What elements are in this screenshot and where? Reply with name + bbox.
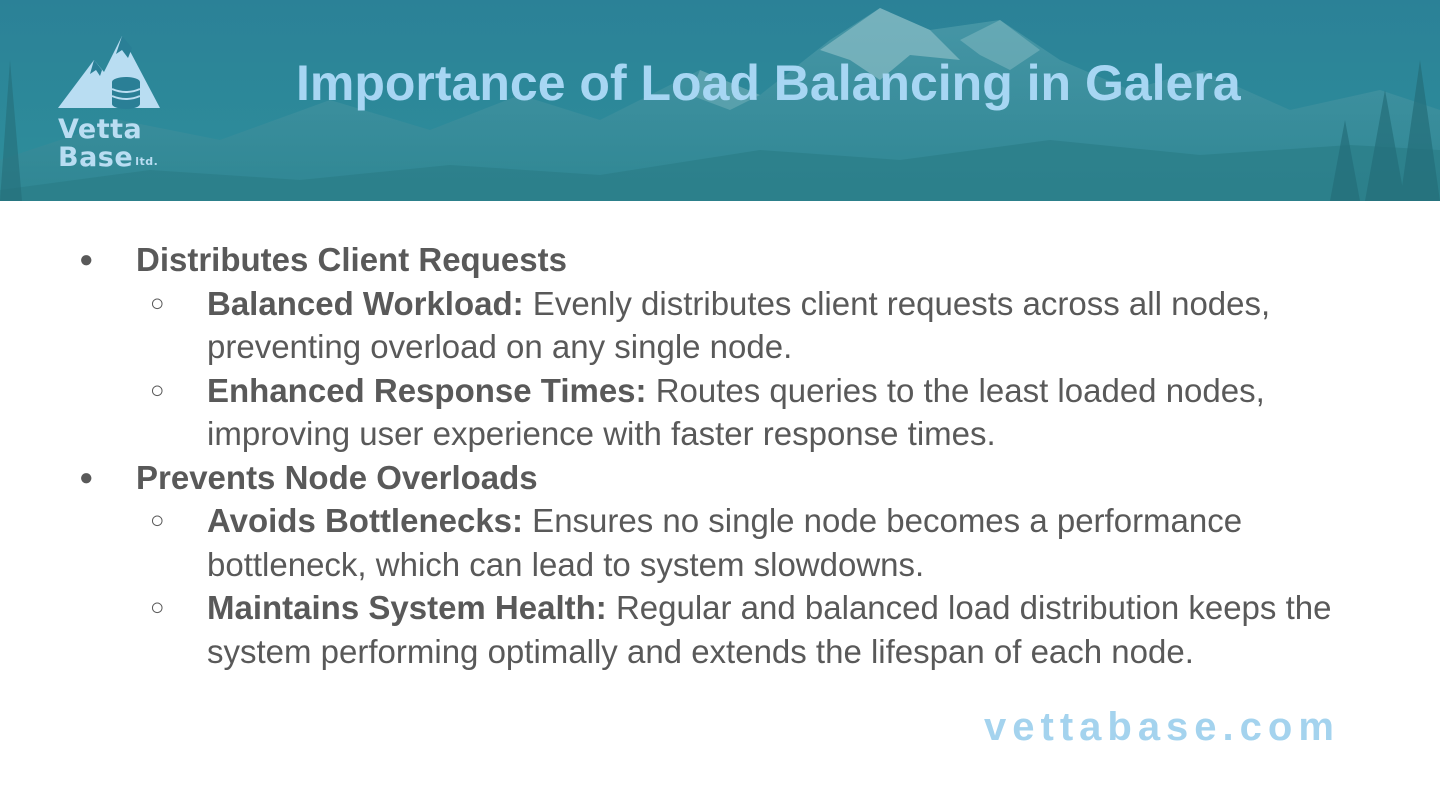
hollow-bullet-icon: ○ (150, 594, 165, 621)
item-term: Avoids Bottlenecks: (207, 502, 524, 539)
footer-url: vettabase.com (984, 705, 1340, 749)
bullet-list (0, 238, 1440, 673)
section-heading-2 (0, 456, 1440, 500)
item-text: Regular and balanced load distribution keeps the system performing optimally and extends the lifespan of each node. (207, 589, 1332, 670)
list-item (0, 499, 1440, 586)
slide-title: Importance of Load Balancing in Galera (296, 55, 1241, 111)
list-item (0, 282, 1440, 369)
list-item (0, 586, 1440, 673)
item-term: Enhanced Response Times: (207, 371, 647, 409)
item-term: Maintains System Health: (207, 589, 607, 626)
logo-line-2 (58, 144, 158, 172)
section-heading-text: Prevents Node Overloads (136, 458, 538, 496)
logo-line-2-text: Base (58, 142, 134, 173)
item-text: Evenly distributes client requests across all nodes, preventing overload on any single node. (207, 284, 1271, 365)
item-text: Ensures no single node becomes a performance bottleneck, which can lead to system slowdowns. (207, 502, 1243, 583)
section-heading-text: Distributes Client Requests (136, 241, 567, 278)
logo-suffix: ltd. (135, 155, 159, 168)
item-term: Balanced Workload: (207, 284, 524, 322)
logo-wordmark (58, 116, 158, 172)
header-banner (0, 0, 1440, 201)
hollow-bullet-icon: ○ (150, 289, 165, 317)
list-item (0, 369, 1440, 456)
logo-line-1: Vetta (58, 114, 143, 145)
hollow-bullet-icon: ○ (150, 507, 165, 534)
item-text: Routes queries to the least loaded nodes, improving user experience with faster response times. (207, 371, 1265, 452)
hollow-bullet-icon: ○ (150, 376, 165, 404)
filled-bullet-icon: ● (79, 246, 94, 273)
section-heading-1 (0, 238, 1440, 282)
filled-bullet-icon: ● (79, 463, 94, 491)
